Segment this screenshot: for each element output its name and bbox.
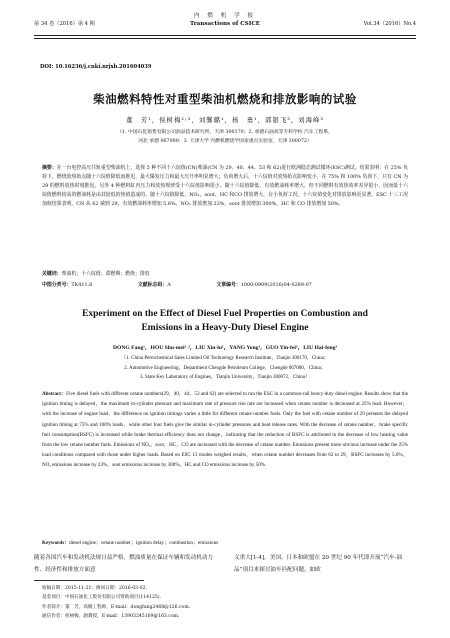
classification-line xyxy=(42,281,408,288)
affiliation-cn-line: 河北 承德 067000；3. 天津大学 内燃机燃烧学国家重点实验室，天津 300072） xyxy=(138,139,312,144)
title-cn: 柴油燃料特性对重型柴油机燃烧和排放影响的试验 xyxy=(93,92,357,106)
authors-cn: 董 芳¹，侯树梅²˒³，刘馨璐¹，杨 勇¹，郭银飞³，刘海峰³ xyxy=(126,116,324,124)
keywords-en-text: diesel engine；cetane number；ignition delay；combustion；emissions xyxy=(69,540,219,546)
abstract-en-text: Five diesel fuels with different cetane numbers(29，40，44，53 and 62) are selected to run the ESC in a common-rail heavy-duty diesel engine. Results show that the ignition timing is delayed，the maximum in-cylinder pressure and maximum rate of pressure rise rate are increased when cetane number is decreased at 25% load. However，with the increase of engine load，the difference on ignition timings varies a little for different cetane number fuels. Only the fuel with cetane number of 29 presents the delayed ignition timing at 75% and 100% loads，while other four fuels give the similar in-cylinder pressures and heat release rates. With the decrease of cetane number，brake specific fuel consumption(BSFC) is increased while brake thermal efficiency does not change，indicating that the reduction of BSFC is attributed to the decrease of low heating value from the low cetane number fuels. Emissions of NOₓ，soot，HC，CO are increased with the decrease of cetane number. Emissions present more obvious increase under the 25% load conditions compared with those under higher loads. Based on ESC 13 modes weighed results，when cetane number decreases from 62 to 29，BSFC increases by 5.6%，NOₓ emissions increase by 23%，soot emissions increase by 300%，HC and CO emissions increase by 50%. xyxy=(42,391,408,469)
header-volume: 第 34 卷（2016）第 4 期 xyxy=(34,21,95,27)
header-journal xyxy=(34,12,416,28)
footnote-author: 作者简介：董 芳，高级工程师，E-mail：dongfang2468@126.com. xyxy=(42,604,191,610)
body-column-left: 随着各国汽车和发动机法规日益严格，燃油质量在保证车辆和发动机动力性、经济性和排放方面意 xyxy=(34,555,214,573)
doc-code: 文献标志码：A xyxy=(137,282,171,288)
header-rule xyxy=(34,35,416,36)
abstract-en xyxy=(42,389,408,471)
keywords-cn-text: 柴油机；十六烷值；滞燃期；燃烧；排放 xyxy=(61,271,150,277)
affiliation-en-line: （1. China Petrochemical Sales Limited Oil Technology Research Institute，Tianjin 300170，China； xyxy=(121,356,329,361)
keywords-cn-label: 关键词： xyxy=(42,271,62,277)
header-rule-thin xyxy=(34,38,416,39)
header-volume-en: Vol.34（2016）No.4 xyxy=(363,21,416,27)
affiliation-en-line: 3. State Key Laboratory of Engines，Tianjin University，Tianjin 300072，China） xyxy=(140,375,310,381)
keywords-en xyxy=(42,539,408,546)
journal-name-cn: 内 燃 机 学 报 xyxy=(193,13,257,19)
abstract-en-label: Abstract： xyxy=(42,391,67,397)
footnote-received: 收稿日期：2015-11-21；修回日期：2016-03-02. xyxy=(42,586,147,591)
keywords-cn xyxy=(42,270,150,277)
affiliation-cn-line: （1. 中国石化销售有限公司油品技术研究所，天津 300170；2. 承德石油高等专科学校 汽车工程系， xyxy=(117,130,333,135)
title-en-line: Emissions in a Heavy-Duty Diesel Engine xyxy=(141,323,309,333)
keywords-en-label: Keywords： xyxy=(42,540,70,546)
doi: DOI: 10.16236/j.cnki.nrjxb.201604039 xyxy=(40,64,152,70)
title-en-line: Experiment on the Effect of Diesel Fuel Properties on Combustion and xyxy=(82,309,368,319)
title-en xyxy=(0,307,450,335)
abstract-cn-text: 在一台电控高压共轨重型柴油机上，选择 5 种不同十六烷值(CN)柴油(CN 为 29、40、44、53 和 62)进行欧洲稳态测试循环(ESC)测试。结果表明：在 25% 负荷下，燃烧放热始点随十六烷值降低而推迟，最大爆发压力和最大压升率明显增大；负荷增大后，十六烷值对放热始点影响变小，在 75% 和 100% 负荷下，只有 CN 为 29 的燃料放热时刻推迟。另外 4 种燃料缸内压力和放热规律受十六烷值影响很小。随十六烷值降低，有效燃油耗率增大，但不同燃料有效热效率差异很小，因而低十六烷值燃料较高的燃油耗是由其较低的热值造成的。随十六烷值降低，NOₓ、soot、HC 和CO 排放增大。在小负荷工况，十六烷值变化对排放影响更显著。ESC 十三工况加权结果表明，CN 从 62 减到 29，有效燃油耗率增加 5.6%，NOₓ 排放增加 23%，soot 排放增加 300%，HC 和 CO 排放增加 50%。 xyxy=(42,165,408,207)
affiliation-en-line: 2. Automotive Engineering，Department Chengde Petroleum College，Chengde 067000，China； xyxy=(124,365,326,371)
abstract-cn-label: 摘要： xyxy=(42,165,57,171)
class-number: 中图分类号：TK411.8 xyxy=(42,282,93,288)
running-header xyxy=(34,10,416,32)
footnotes xyxy=(42,584,190,622)
authors-en: DONG Fang¹，HOU Shu-mei²˒³，LIU Xin-lu¹，YANG Yong¹，GUO Yin-fei³，LIU Hai-feng³ xyxy=(112,345,338,351)
body-column-right: 义重大[1-4]。美国、日本和欧盟在 20 世纪 90 年代即开展“汽车-油品”项目来探讨油车匹配问题，如欧 xyxy=(234,555,403,573)
footnote-fund: 基金项目：中国石油化工股份有限公司资助项目(114125). xyxy=(42,595,162,601)
affiliations-cn xyxy=(50,128,400,146)
article-number: 文章编号：1000-0909(2016)04-0289-07 xyxy=(216,282,312,288)
affiliations-en xyxy=(60,354,390,383)
journal-name-en: Transactions of CSICE xyxy=(189,21,261,27)
abstract-cn xyxy=(42,164,408,209)
footnote-corresponding: 通信作者：侯树梅，副教授，E-mail：13903245169@163.com. xyxy=(42,614,180,620)
footnote-rule xyxy=(34,580,144,581)
